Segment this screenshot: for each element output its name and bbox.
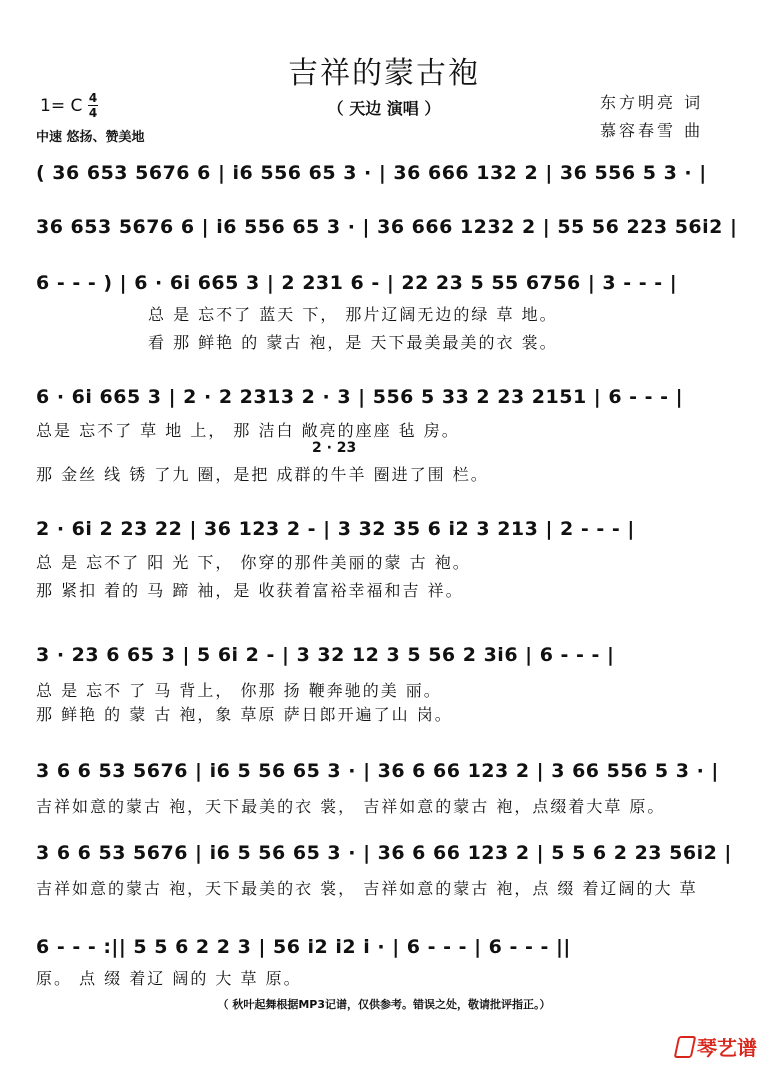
lyric-line: 看 那 鲜艳 的 蒙古 袍，是 天下最美最美的衣 裳。 xyxy=(148,333,558,352)
singer-credit: （ 天边 演唱 ） xyxy=(327,99,441,118)
key-signature: 1= C xyxy=(40,96,83,116)
meter-top: 4 xyxy=(88,91,98,105)
lyric-line: 吉祥如意的蒙古 袍，天下最美的衣 裳， 吉祥如意的蒙古 袍，点 缀 着辽阔的大 草 xyxy=(36,879,698,898)
notation-line: 3 6 6 53 5676 | i6 5 56 65 3 · | 36 6 66 123 2 | 3 66 556 5 3 · | xyxy=(36,760,719,782)
notation-line: 2 · 6i 2 23 22 | 36 123 2 - | 3 32 35 6 i2 3 213 | 2 - - - | xyxy=(36,518,635,540)
tempo-marking: 中速 悠扬、赞美地 xyxy=(36,130,145,145)
alternate-notation: 2 · 23 xyxy=(312,440,357,456)
lyric-line: 吉祥如意的蒙古 袍，天下最美的衣 裳， 吉祥如意的蒙古 袍，点缀着大草 原。 xyxy=(36,797,666,816)
meter-bottom: 4 xyxy=(88,106,98,120)
lyricist-credit: 东方明亮 词 xyxy=(600,93,704,112)
time-signature xyxy=(88,92,98,119)
composer-credit: 慕容春雪 曲 xyxy=(600,121,704,140)
notation-line: 36 653 5676 6 | i6 556 65 3 · | 36 666 1232 2 | 55 56 223 56i2 | xyxy=(36,216,738,238)
notation-line: 6 - - - :|| 5 5 6 2 2 3 | 56 i2 i2 i · | 6 - - - | 6 - - - || xyxy=(36,936,571,958)
lyric-line: 那 金丝 线 锈 了九 圈，是把 成群的牛羊 圈进了围 栏。 xyxy=(36,465,489,484)
lyric-line: 总是 忘不了 草 地 上， 那 洁白 敞亮的座座 毡 房。 xyxy=(36,421,460,440)
lyric-line: 总 是 忘不 了 马 背上， 你那 扬 鞭奔驰的美 丽。 xyxy=(36,681,442,700)
notation-line: 3 6 6 53 5676 | i6 5 56 65 3 · | 36 6 66 123 2 | 5 5 6 2 23 56i2 | xyxy=(36,842,732,864)
footer-note: （ 秋叶起舞根据MP3记谱，仅供参考。错误之处，敬请批评指正。） xyxy=(217,998,551,1011)
lyric-line: 总 是 忘不了 阳 光 下， 你穿的那件美丽的蒙 古 袍。 xyxy=(36,553,471,572)
lyric-line: 那 紧扣 着的 马 蹄 袖，是 收获着富裕幸福和吉 祥。 xyxy=(36,581,464,600)
notation-line: 6 - - - ) | 6 · 6i 665 3 | 2 231 6 - | 22 23 5 55 6756 | 3 - - - | xyxy=(36,272,678,294)
lyric-line: 原。 点 缀 着辽 阔的 大 草 原。 xyxy=(36,969,302,988)
watermark-logo xyxy=(676,1032,757,1061)
notation-line: 6 · 6i 665 3 | 2 · 2 2313 2 · 3 | 556 5 33 2 23 2151 | 6 - - - | xyxy=(36,386,684,408)
watermark-text: 琴艺谱 xyxy=(697,1036,757,1060)
logo-icon xyxy=(674,1036,697,1058)
page-title: 吉祥的蒙古袍 xyxy=(288,56,480,91)
lyric-line: 那 鲜艳 的 蒙 古 袍，象 草原 萨日郎开遍了山 岗。 xyxy=(36,705,453,724)
notation-line: ( 36 653 5676 6 | i6 556 65 3 · | 36 666 132 2 | 36 556 5 3 · | xyxy=(36,162,707,184)
lyric-line: 总 是 忘不了 蓝天 下， 那片辽阔无边的绿 草 地。 xyxy=(148,305,558,324)
notation-line: 3 · 23 6 65 3 | 5 6i 2 - | 3 32 12 3 5 56 2 3i6 | 6 - - - | xyxy=(36,644,615,666)
